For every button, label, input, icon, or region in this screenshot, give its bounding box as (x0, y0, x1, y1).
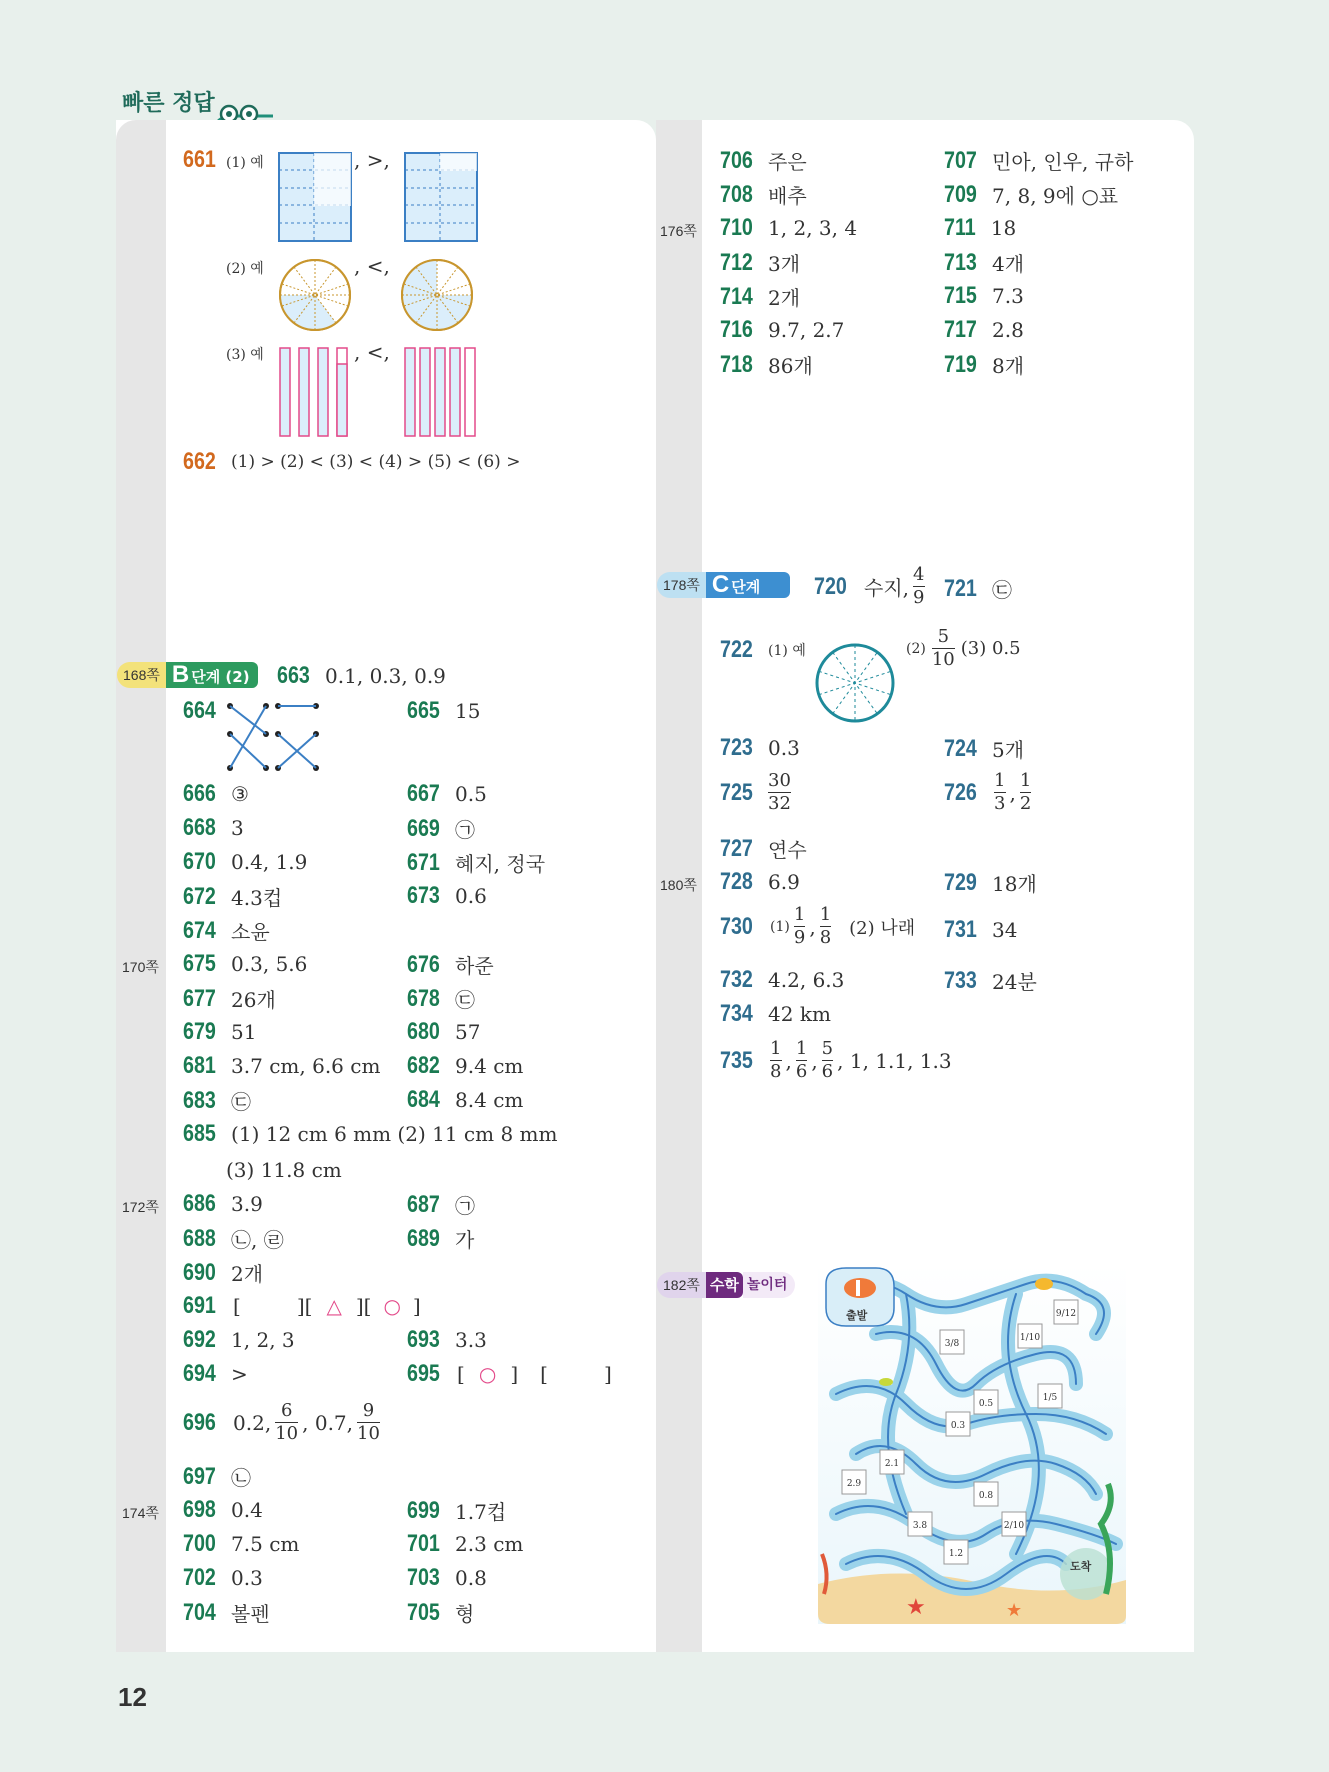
answer-696: 696 0.2, $\frac{6}{10}$ , 0.7, $\frac{9}{10}$ (183, 1400, 380, 1444)
page-ref-174: 174쪽 (122, 1505, 159, 1521)
answer-663: 663 0.1, 0.3, 0.9 (277, 662, 446, 689)
answer-722-part2-3: (2) $\frac{5}{10}$ (3) 0.5 (906, 626, 1021, 670)
maze-cell: 9/12 (1055, 1309, 1077, 1319)
answer-695: 695 [ ○ ] [ ] (407, 1360, 612, 1387)
answer-708: 708 배추 (720, 180, 807, 208)
answer-717: 717 2.8 (944, 316, 1024, 343)
page-ref-172: 172쪽 (122, 1199, 159, 1215)
answer-720: 720 수지, $\frac{4}{9}$ (814, 564, 925, 608)
answer-661-part3-label: (3) 예 (226, 347, 264, 363)
maze-cell: 3.8 (912, 1521, 928, 1531)
bar-strips-diagram-right (403, 346, 479, 438)
answer-707: 707 민아, 인우, 규하 (944, 146, 1134, 174)
answer-725: 725 $\frac{30}{32}$ (720, 770, 791, 814)
answer-703: 703 0.8 (407, 1564, 487, 1591)
page-number: 12 (118, 1682, 147, 1712)
answer-680: 680 57 (407, 1018, 481, 1045)
answer-676: 676 하준 (407, 950, 494, 978)
maze-cell: 1/10 (1019, 1333, 1041, 1343)
answer-661-part2-compare: , <, (354, 254, 390, 278)
answer-677: 677 26개 (183, 984, 276, 1012)
answer-691: 691 [ ][ △ ][ ○ ] (183, 1292, 421, 1319)
answer-661-part1-compare: , >, (354, 148, 390, 172)
answer-685: 685 (1) 12 cm 6 mm (2) 11 cm 8 mm (183, 1120, 558, 1147)
fraction: $\frac{1}{8}$ (819, 904, 832, 948)
answer-712: 712 3개 (720, 248, 801, 276)
circle-mark: ○ (383, 1294, 401, 1318)
answer-682: 682 9.4 cm (407, 1052, 524, 1079)
answer-723: 723 0.3 (720, 734, 800, 761)
page-header-title: 빠른 정답 (122, 91, 215, 116)
answer-689: 689 가 (407, 1224, 475, 1252)
fraction: $\frac{1}{9}$ (793, 904, 806, 948)
stage-b-badge: 168쪽 B단계 (2) (117, 662, 258, 688)
answer-669: 669 ㉠ (407, 814, 476, 842)
answer-721: 721 ㉢ (944, 574, 1013, 602)
answer-687: 687 ㉠ (407, 1190, 476, 1218)
answer-697: 697 ㉡ (183, 1462, 252, 1490)
answer-662: 662 (1) > (2) < (3) < (4) > (5) < (6) > (183, 448, 521, 475)
answer-716: 716 9.7, 2.7 (720, 316, 845, 343)
answer-667: 667 0.5 (407, 780, 487, 807)
circle-mark: ○ (478, 1362, 497, 1386)
question-number: 661 (183, 146, 216, 173)
answer-729: 729 18개 (944, 868, 1037, 896)
circle-diagram-left (278, 258, 352, 332)
answer-719: 719 8개 (944, 350, 1025, 378)
answer-661-part1-label: (1) 예 (226, 155, 264, 171)
answer-711: 711 18 (944, 214, 1017, 241)
fish-icon (1035, 1278, 1053, 1290)
answer-692: 692 1, 2, 3 (183, 1326, 295, 1353)
maze-cell: 2/10 (1003, 1521, 1025, 1531)
answer-714: 714 2개 (720, 282, 801, 310)
answer-668: 668 3 (183, 814, 244, 841)
grid-diagram-left (278, 152, 352, 242)
grid-diagram-right (404, 152, 478, 242)
answer-666: 666 ③ (183, 780, 249, 807)
answer-715: 715 7.3 (944, 282, 1024, 309)
maze-illustration (816, 1264, 1128, 1624)
answer-673: 673 0.6 (407, 882, 487, 909)
answer-690: 690 2개 (183, 1258, 264, 1286)
answer-681: 681 3.7 cm, 6.6 cm (183, 1052, 381, 1079)
fraction: $\frac{5}{10}$ (931, 626, 955, 670)
answer-694: 694 > (183, 1360, 248, 1387)
circle-fraction-diagram (814, 642, 896, 724)
answer-671: 671 혜지, 정국 (407, 848, 546, 876)
answer-704: 704 볼펜 (183, 1598, 270, 1626)
fraction: $\frac{6}{10}$ (275, 1400, 299, 1444)
page-ref-170: 170쪽 (122, 959, 159, 975)
answer-679: 679 51 (183, 1018, 257, 1045)
fish-icon (879, 1378, 893, 1386)
fraction: $\frac{1}{3}$ (994, 770, 1006, 814)
answer-661-part3-compare: , <, (354, 340, 390, 364)
fraction: $\frac{5}{6}$ (821, 1038, 834, 1082)
maze-cell: 1/5 (1042, 1393, 1058, 1403)
answer-706: 706 주은 (720, 146, 807, 174)
answer-730: 730 (1) $\frac{1}{9}$ , $\frac{1}{8}$ (2) 나래 (720, 904, 916, 948)
answer-727: 727 연수 (720, 834, 807, 862)
starfish-icon: ★ (1006, 1600, 1023, 1621)
answer-678: 678 ㉢ (407, 984, 476, 1012)
starfish-icon: ★ (906, 1595, 926, 1620)
page-ref-180: 180쪽 (660, 877, 697, 893)
answer-710: 710 1, 2, 3, 4 (720, 214, 858, 241)
answer-686: 686 3.9 (183, 1190, 263, 1217)
fraction: $\frac{1}{8}$ (770, 1038, 782, 1082)
maze-cell: 0.3 (950, 1421, 966, 1431)
answer-709: 709 7, 8, 9에 ○표 (944, 180, 1119, 208)
answer-702: 702 0.3 (183, 1564, 263, 1591)
answer-684: 684 8.4 cm (407, 1086, 524, 1113)
answer-665: 665 15 (407, 697, 481, 724)
maze-cell: 1.2 (948, 1549, 964, 1559)
answer-698: 698 0.4 (183, 1496, 263, 1523)
answer-701: 701 2.3 cm (407, 1530, 524, 1557)
answer-699: 699 1.7컵 (407, 1496, 507, 1524)
dot-matching-diagram (226, 702, 320, 772)
fraction: $\frac{1}{6}$ (795, 1038, 808, 1082)
maze-end-label: 도착 (1070, 1560, 1092, 1573)
answer-688: 688 ㉡, ㉣ (183, 1224, 284, 1252)
maze-cell: 0.5 (978, 1399, 994, 1409)
answer-672: 672 4.3컵 (183, 882, 283, 910)
answer-731: 731 34 (944, 916, 1018, 943)
page-ref-176: 176쪽 (660, 223, 697, 239)
answer-705: 705 형 (407, 1598, 475, 1626)
fraction: $\frac{9}{10}$ (357, 1400, 380, 1444)
maze-cell: 2.1 (884, 1459, 900, 1469)
answer-664: 664 (183, 697, 216, 724)
answer-733: 733 24분 (944, 966, 1037, 994)
maze-cell: 0.8 (978, 1491, 994, 1501)
answer-683: 683 ㉢ (183, 1086, 252, 1114)
bar-strips-diagram-left (278, 346, 352, 438)
answer-726: 726 $\frac{1}{3}$ , $\frac{1}{2}$ (944, 770, 1032, 814)
fraction: $\frac{1}{2}$ (1019, 770, 1032, 814)
maze-cell: 2.9 (846, 1479, 862, 1489)
answer-685-part3: (3) 11.8 cm (226, 1158, 342, 1182)
answer-735: 735 $\frac{1}{8}$ , $\frac{1}{6}$ , $\frac{5}{6}$ , 1, 1.1, 1.3 (720, 1038, 952, 1082)
triangle-mark: △ (326, 1294, 342, 1318)
answer-734: 734 42 km (720, 1000, 831, 1027)
answer-661 (183, 146, 223, 174)
stage-c-badge: 178쪽 C단계 (657, 572, 790, 598)
circle-diagram-right (400, 258, 474, 332)
answer-718: 718 86개 (720, 350, 813, 378)
answer-700: 700 7.5 cm (183, 1530, 300, 1557)
answer-693: 693 3.3 (407, 1326, 487, 1353)
answer-670: 670 0.4, 1.9 (183, 848, 308, 875)
answer-728: 728 6.9 (720, 868, 800, 895)
answer-674: 674 소윤 (183, 916, 270, 944)
answer-675: 675 0.3, 5.6 (183, 950, 308, 977)
fraction: $\frac{4}{9}$ (913, 564, 925, 608)
answer-722: 722 (1) 예 (720, 636, 806, 663)
answer-732: 732 4.2, 6.3 (720, 966, 845, 993)
answer-713: 713 4개 (944, 248, 1025, 276)
maze-cell: 3/8 (944, 1339, 960, 1349)
math-playground-badge: 182쪽 수학 놀이터 (657, 1272, 795, 1298)
maze-start-label: 출발 (846, 1309, 868, 1322)
answer-661-part2-label: (2) 예 (226, 261, 264, 277)
left-margin-strip (116, 120, 166, 1652)
answer-724: 724 5개 (944, 734, 1025, 762)
fraction: $\frac{30}{32}$ (768, 770, 791, 814)
